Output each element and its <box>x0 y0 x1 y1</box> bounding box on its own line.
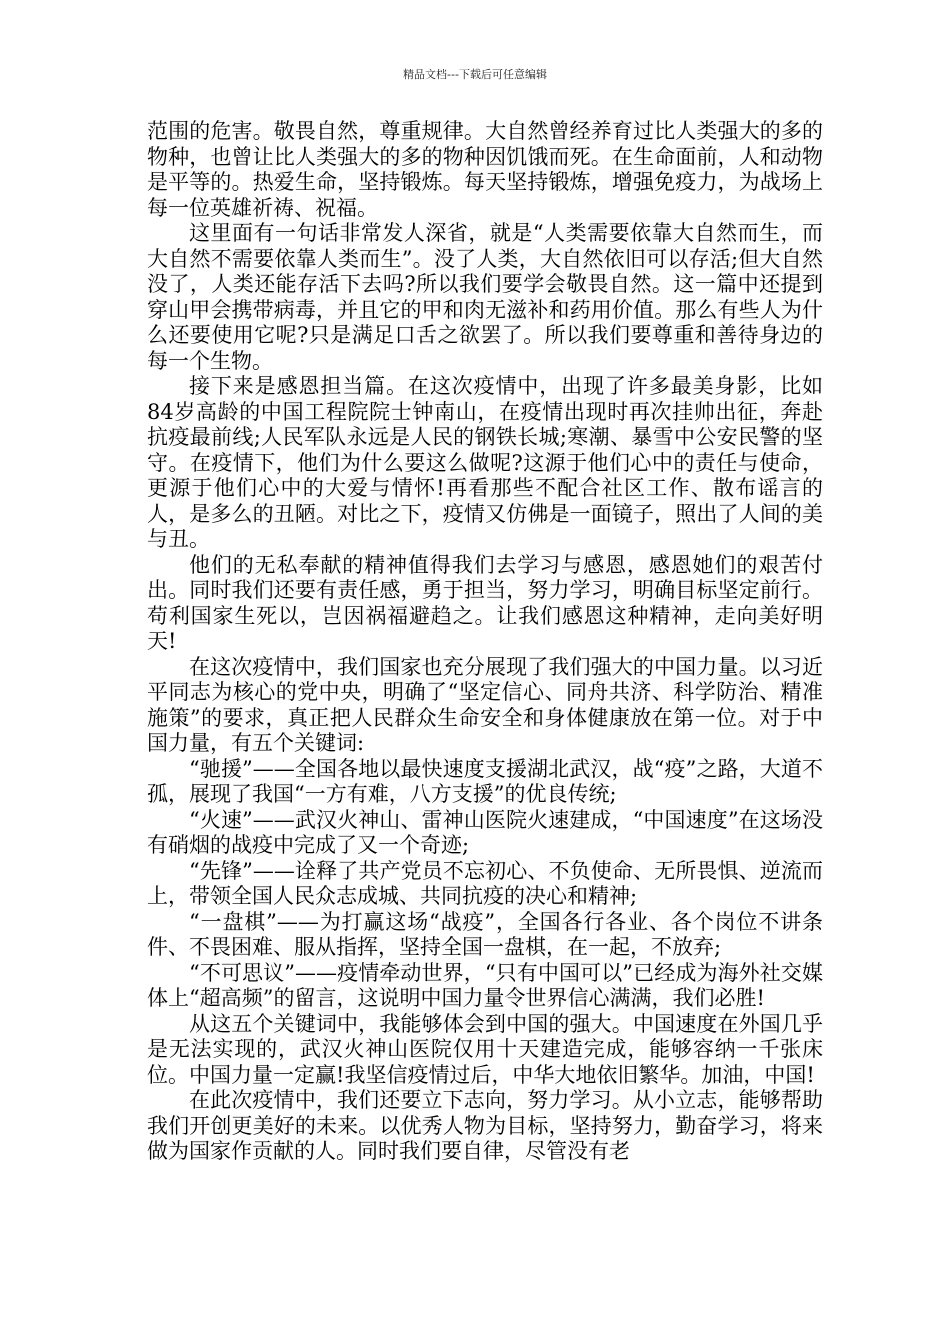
keyword-paragraph: “不可思议”——疫情牵动世界，“只有中国可以”已经成为海外社交媒体上“超高频”的留言，这说明中国力量令世界信心满满，我们必胜! <box>147 960 823 1010</box>
keyword-paragraph: “火速”——武汉火神山、雷神山医院火速建成，“中国速度”在这场没有硝烟的战疫中完成了又一个奇迹; <box>147 807 823 857</box>
paragraph: 他们的无私奉献的精神值得我们去学习与感恩，感恩她们的艰苦付出。同时我们还要有责任感，勇于担当，努力学习，明确目标坚定前行。苟利国家生死以，岂因祸福避趋之。让我们感恩这种精神，走向美好明天! <box>147 552 823 653</box>
paragraph: 范围的危害。敬畏自然，尊重规律。大自然曾经养育过比人类强大的多的物种，也曾让比人类强大的多的物种因饥饿而死。在生命面前，人和动物是平等的。热爱生命，坚持锻炼。每天坚持锻炼，增强免疫力，为战场上每一位英雄祈祷、祝福。 <box>147 119 823 220</box>
paragraph: 从这五个关键词中，我能够体会到中国的强大。中国速度在外国几乎是无法实现的，武汉火神山医院仅用十天建造完成，能够容纳一千张床位。中国力量一定赢!我坚信疫情过后，中华大地依旧繁华。加油，中国! <box>147 1011 823 1087</box>
paragraph: 接下来是感恩担当篇。在这次疫情中，出现了许多最美身影，比如84岁高龄的中国工程院院士钟南山，在疫情出现时再次挂帅出征，奔赴抗疫最前线;人民军队永远是人民的钢铁长城;寒潮、暴雪中公安民警的坚守。在疫情下，他们为什么要这么做呢?这源于他们心中的责任与使命，更源于他们心中的大爱与情怀!再看那些不配合社区工作、散布谣言的人，是多么的丑陋。对比之下，疫情又仿佛是一面镜子，照出了人间的美与丑。 <box>147 374 823 551</box>
paragraph: 这里面有一句话非常发人深省，就是“人类需要依靠大自然而生，而大自然不需要依靠人类而生”。没了人类，大自然依旧可以存活;但大自然没了，人类还能存活下去吗?所以我们要学会敬畏自然。这一篇中还提到穿山甲会携带病毒，并且它的甲和肉无滋补和药用价值。那么有些人为什么还要使用它呢?只是满足口舌之欲罢了。所以我们要尊重和善待身边的每一个生物。 <box>147 221 823 373</box>
page-header: 精品文档---下载后可任意编辑 <box>403 68 547 81</box>
paragraph: 在此次疫情中，我们还要立下志向，努力学习。从小立志，能够帮助我们开创更美好的未来。以优秀人物为目标，坚持努力，勤奋学习，将来做为国家作贡献的人。同时我们要自律，尽管没有老 <box>147 1088 823 1163</box>
paragraph: 在这次疫情中，我们国家也充分展现了我们强大的中国力量。以习近平同志为核心的党中央，明确了“坚定信心、同舟共济、科学防治、精准施策”的要求，真正把人民群众生命安全和身体健康放在第一位。对于中国力量，有五个关键词: <box>147 654 823 755</box>
keyword-paragraph: “一盘棋”——为打赢这场“战疫”，全国各行各业、各个岗位不讲条件、不畏困难、服从指挥，坚持全国一盘棋，在一起，不放弃; <box>147 909 823 959</box>
keyword-paragraph: “驰援”——全国各地以最快速度支援湖北武汉，战“疫”之路，大道不孤，展现了我国“一方有难，八方支援”的优良传统; <box>147 756 823 806</box>
keyword-paragraph: “先锋”——诠释了共产党员不忘初心、不负使命、无所畏惧、逆流而上，带领全国人民众志成城、共同抗疫的决心和精神; <box>147 858 823 908</box>
document-body <box>147 119 823 1165</box>
